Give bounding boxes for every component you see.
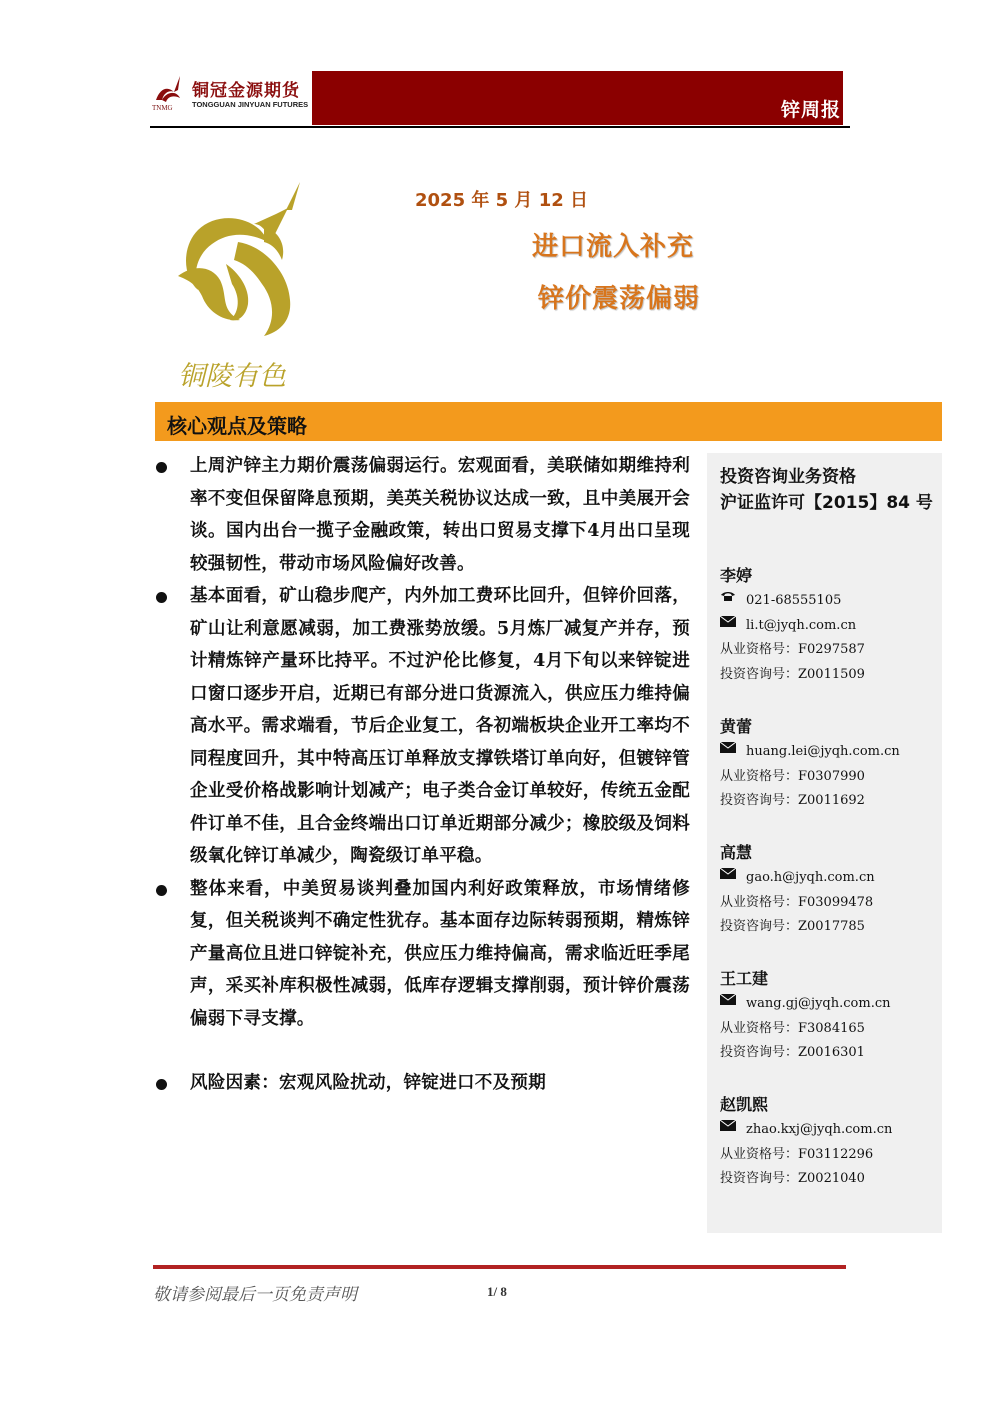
phone-icon <box>720 591 736 602</box>
analyst-email[interactable] <box>720 866 940 891</box>
headline-line2: 锌价震荡偏弱 <box>538 284 701 314</box>
report-type: 锌周报 <box>780 99 841 121</box>
footer-divider <box>153 1265 846 1269</box>
analyst-email-text[interactable]: li.t@jyqh.com.cn <box>746 617 857 633</box>
bullet-text: 风险因素：宏观风险扰动，锌锭进口不及预期 <box>190 1073 546 1093</box>
emblem-icon <box>178 182 300 336</box>
mail-icon <box>720 1120 736 1131</box>
bullet-text: 上周沪锌主力期价震荡偏弱运行。宏观面看，美联储如期维持利率不变但保留降息预期，美英关税协议达成一致，且中美展开会谈。国内出台一揽子金融政策，转出口贸易支撑下4月出口呈现较强韧性，带动市场风险偏好改善。 <box>190 456 690 574</box>
analyst-consult: 投资咨询号：Z0011692 <box>720 793 865 808</box>
bullet-macro <box>150 450 690 580</box>
analyst-card <box>720 563 940 687</box>
analyst-consult: 投资咨询号：Z0021040 <box>720 1171 865 1186</box>
header-bar <box>312 71 843 125</box>
analyst-email-text[interactable]: gao.h@jyqh.com.cn <box>746 870 875 885</box>
header-divider <box>150 126 850 128</box>
analyst-email-text[interactable]: wang.gj@jyqh.com.cn <box>746 996 891 1011</box>
analyst-email-text[interactable]: huang.lei@jyqh.com.cn <box>746 744 900 759</box>
mail-icon <box>720 994 736 1005</box>
analyst-email[interactable] <box>720 992 940 1017</box>
logo-abbr: TNMG <box>152 104 173 112</box>
analyst-card <box>720 714 940 814</box>
analyst-card <box>720 966 940 1066</box>
company-emblem <box>168 180 318 395</box>
company-logo <box>150 70 312 122</box>
footer-disclaimer: 敬请参阅最后一页免责声明 <box>153 1285 357 1305</box>
emblem-caption: 铜陵有色 <box>178 361 286 392</box>
page-number: 1/ 8 <box>487 1284 507 1299</box>
analyst-email[interactable] <box>720 614 940 639</box>
analyst-email-text[interactable]: zhao.kxj@jyqh.com.cn <box>746 1122 893 1137</box>
bullet-text: 整体来看，中美贸易谈判叠加国内利好政策释放，市场情绪修复，但关税谈判不确定性犹存。基本面存边际转弱预期，精炼锌产量高位且进口锌锭补充，供应压力维持偏高，需求临近旺季尾声，采买补库积极性减弱，低库存逻辑支撑削弱，预计锌价震荡偏弱下寻支撑。 <box>190 878 690 1029</box>
analyst-license: 从业资格号：F0297587 <box>720 642 865 657</box>
analyst-card <box>720 1092 940 1192</box>
bullet-fundamentals <box>150 580 690 873</box>
bullet-summary <box>150 873 690 1036</box>
company-name-en: TONGGUAN JINYUAN FUTURES <box>192 100 309 109</box>
analyst-name: 赵凯熙 <box>720 1095 769 1114</box>
section-bar <box>155 402 942 441</box>
analyst-name: 王工建 <box>720 969 769 988</box>
bullet-dot-icon <box>156 462 167 473</box>
analyst-phone-text: 021-68555105 <box>746 593 842 608</box>
bullet-text: 基本面看，矿山稳步爬产，内外加工费环比回升，但锌价回落，矿山让利意愿减弱，加工费涨势放缓。5月炼厂减复产并存，预计精炼锌产量环比持平。不过沪伦比修复，4月下旬以来锌锭进口窗口逐步开启，近期已有部分进口货源流入，供应压力维持偏高水平。需求端看，节后企业复工，各初端板块企业开工率均不同程度回升，其中特高压订单释放支撑铁塔订单向好，但镀锌管企业受价格战影响计划减产；电子类合金订单较好，传统五金配件订单不佳，且合金终端出口订单近期部分减少；橡胶级及饲料级氧化锌订单减少，陶瓷级订单平稳。 <box>190 586 690 866</box>
mail-icon <box>720 868 736 879</box>
bullet-risk <box>150 1067 690 1100</box>
analyst-consult: 投资咨询号：Z0011509 <box>720 666 865 682</box>
section-title: 核心观点及策略 <box>167 414 307 438</box>
qualification-title: 投资咨询业务资格 <box>720 467 856 487</box>
bullet-dot-icon <box>156 885 167 896</box>
report-date: 2025 年 5 月 12 日 <box>415 190 589 211</box>
analyst-name: 黄蕾 <box>720 717 753 736</box>
mail-icon <box>720 742 736 753</box>
analyst-license: 从业资格号：F0307990 <box>720 768 865 784</box>
analyst-panel <box>707 453 942 1233</box>
analyst-email[interactable] <box>720 740 940 765</box>
analyst-license: 从业资格号：F3084165 <box>720 1020 865 1036</box>
analyst-consult: 投资咨询号：Z0016301 <box>720 1045 865 1060</box>
analyst-name: 李婷 <box>720 566 753 585</box>
bullet-dot-icon <box>156 592 167 603</box>
analyst-license: 从业资格号：F03112296 <box>720 1146 874 1162</box>
bullet-dot-icon <box>156 1079 167 1090</box>
analyst-phone <box>720 589 940 614</box>
headline-line1: 进口流入补充 <box>532 232 695 262</box>
mail-icon <box>720 616 736 627</box>
analyst-email[interactable] <box>720 1118 940 1143</box>
strategy-bullets <box>150 450 690 1100</box>
analyst-consult: 投资咨询号：Z0017785 <box>720 919 865 934</box>
analyst-license: 从业资格号：F03099478 <box>720 894 874 910</box>
analyst-name: 高慧 <box>720 843 753 862</box>
analyst-card <box>720 840 940 940</box>
qualification-license: 沪证监许可【2015】84 号 <box>720 493 933 513</box>
company-name-cn: 铜冠金源期货 <box>192 81 300 101</box>
